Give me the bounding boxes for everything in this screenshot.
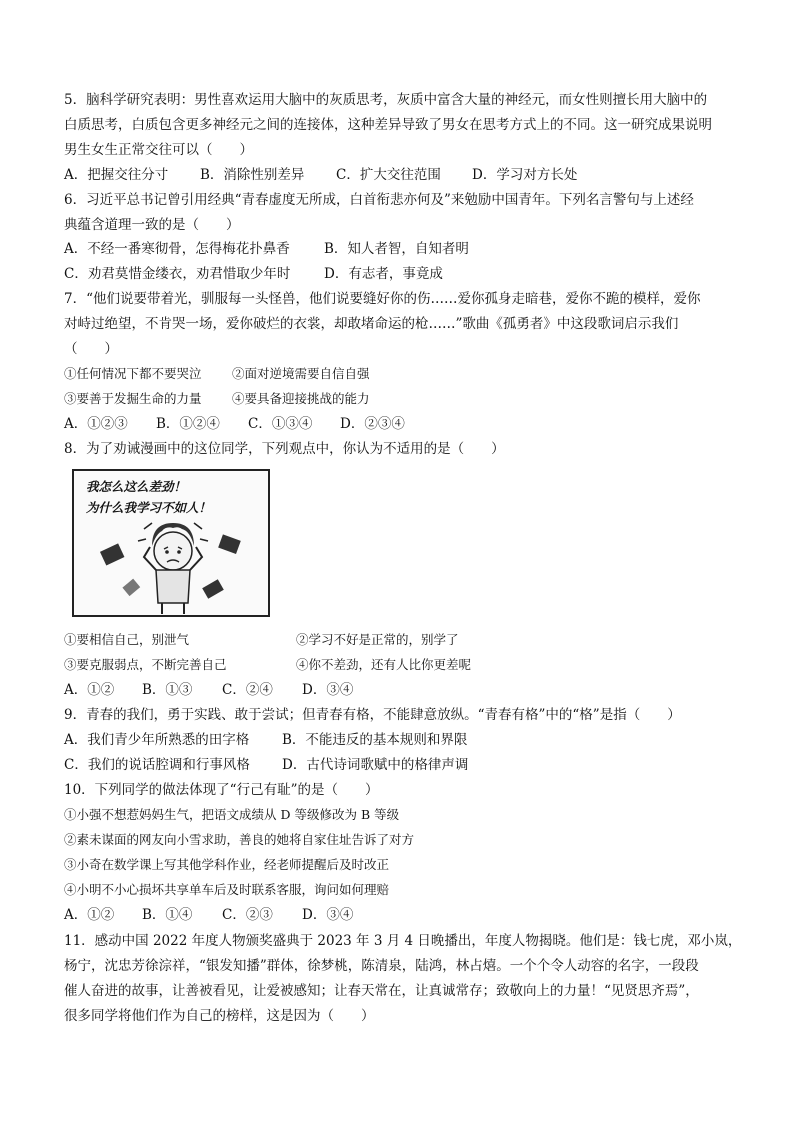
q8-statement-2: ②学习不好是正常的，别学了	[296, 632, 459, 647]
q9-option-d: D．古代诗词歌赋中的格律声调	[282, 757, 469, 773]
q8-option-b: B．①③	[142, 682, 193, 698]
q11-stem-line-4: 很多同学将他们作为自己的榜样，这是因为（ ）	[64, 1008, 375, 1024]
q7-stem-line-1: 7．“他们说要带着光，驯服每一头怪兽，他们说要缝好你的伤……爱你孤身走暗巷，爱你不跪的模样，爱你	[64, 291, 701, 307]
q8-cartoon	[72, 469, 270, 617]
q10-option-b: B．①④	[142, 907, 193, 923]
q10-option-d: D．③④	[302, 907, 354, 923]
q9-option-c: C．我们的说话腔调和行事风格	[64, 757, 250, 773]
q5-option-c: C．扩大交往范围	[336, 167, 441, 183]
q5-stem-line-3: 男生女生正常交往可以（ ）	[64, 142, 253, 158]
q7-option-c: C．①③④	[248, 416, 313, 432]
q10-stem: 10．下列同学的做法体现了“行己有耻”的是（ ）	[64, 782, 379, 798]
q5-stem-line-1: 5．脑科学研究表明：男性喜欢运用大脑中的灰质思考，灰质中富含大量的神经元，而女性则擅长用大脑中的	[64, 92, 708, 108]
q7-statement-1: ①任何情况下都不要哭泣	[64, 366, 202, 381]
q9-stem: 9．青春的我们，勇于实践、敢于尝试；但青春有格，不能肆意放纵。“青春有格”中的“格”是指（ ）	[64, 707, 681, 723]
q7-stem-line-3: （ ）	[64, 341, 118, 357]
q11-stem-line-3: 催人奋进的故事，让善被看见，让爱被感知；让春天常在，让真诚常存；致敬向上的力量！“见贤思齐焉”，	[64, 983, 699, 999]
q8-option-a: A．①②	[64, 682, 115, 698]
q11-stem-line-1: 11．感动中国 2022 年度人物颁奖盛典于 2023 年 3 月 4 日晚播出，年度人物揭晓。他们是：钱七虎，邓小岚，	[64, 933, 742, 949]
q7-statement-2: ②面对逆境需要自信自强	[232, 366, 370, 381]
q7-statement-4: ④要具备迎接挑战的能力	[232, 391, 370, 406]
q8-statement-1: ①要相信自己，别泄气	[64, 632, 190, 647]
q8-statement-3: ③要克服弱点，不断完善自己	[64, 657, 227, 672]
q5-option-a: A．把握交往分寸	[64, 167, 169, 183]
q10-statement-1: ①小强不想惹妈妈生气，把语文成绩从 D 等级修改为 B 等级	[64, 807, 400, 822]
q10-statement-4: ④小明不小心损坏共享单车后及时联系客服，询问如何理赔	[64, 882, 390, 897]
cartoon-illustration	[74, 471, 268, 615]
q7-stem-line-2: 对峙过绝望，不肯哭一场，爱你破烂的衣裳，却敢堵命运的枪……”歌曲《孤勇者》中这段歌词启示我们	[64, 316, 679, 332]
q5-stem-line-2: 白质思考，白质包含更多神经元之间的连接体，这种差异导致了男女在思考方式上的不同。这一研究成果说明	[64, 117, 712, 133]
q8-option-d: D．③④	[302, 682, 354, 698]
q5-option-b: B．消除性别差异	[200, 167, 305, 183]
q10-option-c: C．②③	[222, 907, 273, 923]
cartoon-caption-line-2: 为什么我学习不如人！	[86, 500, 212, 515]
q8-statement-4: ④你不差劲，还有人比你更差呢	[296, 657, 472, 672]
q8-stem: 8．为了劝诫漫画中的这位同学，下列观点中，你认为不适用的是（ ）	[64, 441, 505, 457]
q9-option-a: A．我们青少年所熟悉的田字格	[64, 732, 250, 748]
q6-option-a: A．不经一番寒彻骨，怎得梅花扑鼻香	[64, 241, 290, 257]
q10-option-a: A．①②	[64, 907, 115, 923]
q7-option-a: A．①②③	[64, 416, 128, 432]
q6-option-b: B．知人者智，自知者明	[324, 241, 469, 257]
cartoon-caption-line-1: 我怎么这么差劲！	[86, 479, 187, 494]
q5-option-d: D．学习对方长处	[472, 167, 578, 183]
q7-statement-3: ③要善于发掘生命的力量	[64, 391, 202, 406]
q10-statement-3: ③小奇在数学课上写其他学科作业，经老师提醒后及时改正	[64, 857, 390, 872]
q6-option-d: D．有志者，事竟成	[324, 266, 443, 282]
q6-stem-line-1: 6．习近平总书记曾引用经典“青春虚度无所成，白首衔悲亦何及”来勉励中国青年。下列名言警句与上述经	[64, 192, 694, 208]
q7-option-d: D．②③④	[340, 416, 405, 432]
q6-option-c: C．劝君莫惜金缕衣，劝君惜取少年时	[64, 266, 291, 282]
q6-stem-line-2: 典蕴含道理一致的是（ ）	[64, 217, 240, 233]
q10-statement-2: ②素未谋面的网友向小雪求助，善良的她将自家住址告诉了对方	[64, 832, 415, 847]
q8-option-c: C．②④	[222, 682, 273, 698]
q7-option-b: B．①②④	[156, 416, 220, 432]
q11-stem-line-2: 杨宁，沈忠芳徐淙祥，“银发知播”群体，徐梦桃，陈清泉，陆鸿，林占熺。一个个令人动容的名字，一段段	[64, 958, 699, 974]
q9-option-b: B．不能违反的基本规则和界限	[282, 732, 468, 748]
